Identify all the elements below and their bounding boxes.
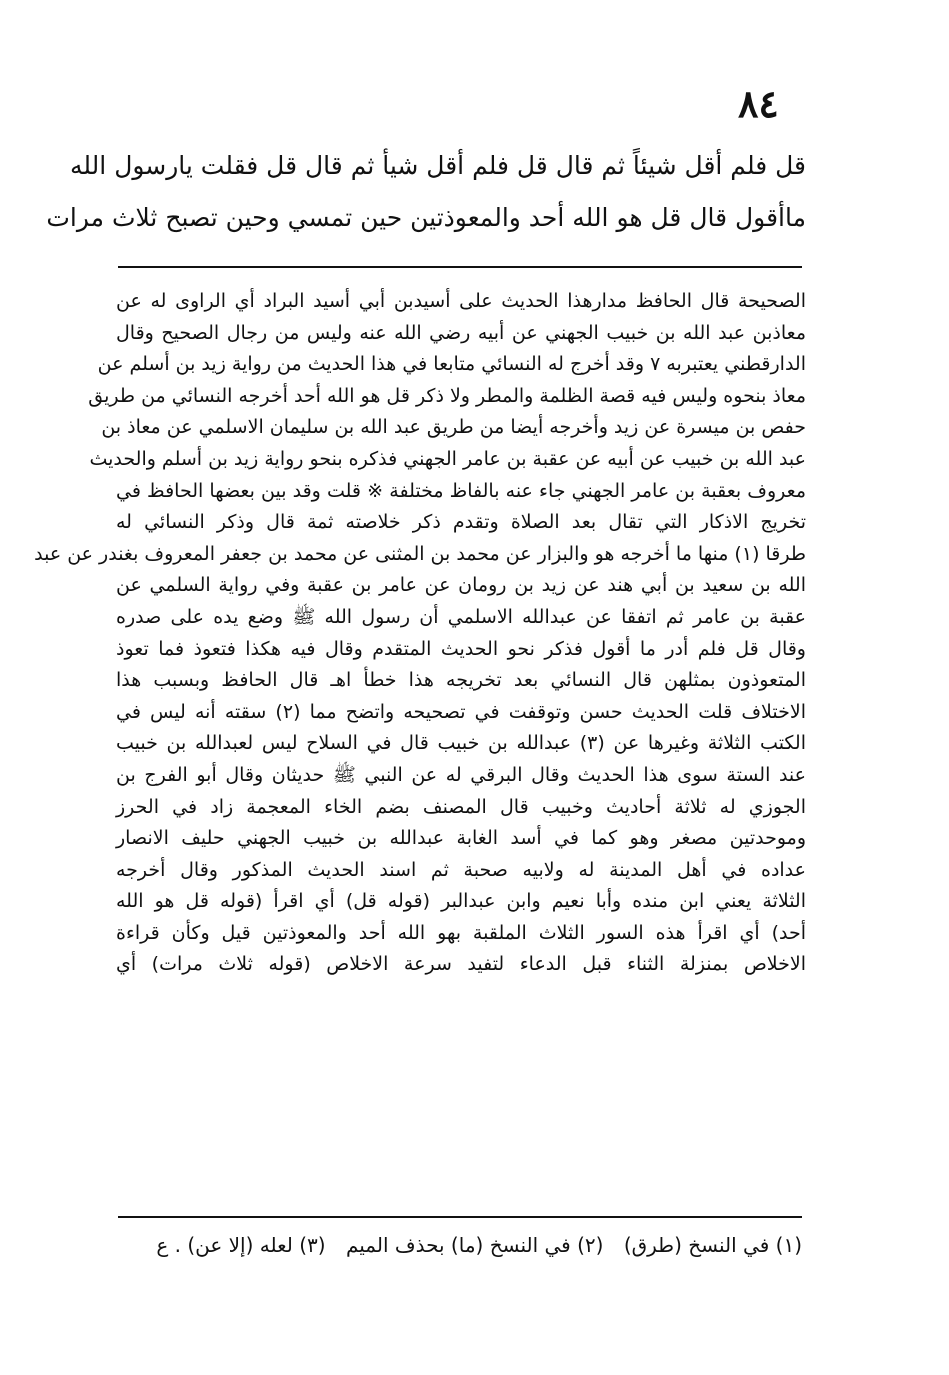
commentary-line: الله بن سعيد بن أبي هند عن زيد بن رومان عن عامر بن عقبة وفي رواية السلمي عن bbox=[116, 574, 806, 597]
commentary-line: حفص بن ميسرة عن زيد وأخرجه أيضا من طريق عبد الله بن سليمان الاسلمي عن معاذ بن bbox=[101, 416, 806, 439]
commentary-line: طرقا (١) منها ما أخرجه هو والبزار عن محمد بن المثنى عن محمد بن جعفر المعروف بغندر عن عبد bbox=[34, 542, 806, 565]
commentary-line: الكتب الثلاثة وغيرها عن (٣) عبدالله بن خبيب قال في السلاح ليس لعبدالله بن خبيب bbox=[116, 732, 806, 755]
main-text-line: ماأقول قال قل هو الله أحد والمعوذتين حين تمسي وحين تصبح ثلاث مرات bbox=[46, 203, 806, 232]
footnote-rule bbox=[118, 1216, 802, 1218]
commentary-line: وموحدتين مصغر وهو كما في أسد الغابة عبدالله بن خبيب الجهني حليف الانصار bbox=[116, 827, 806, 850]
commentary-line: عقبة بن عامر ثم اتفقا عن عبدالله الاسلمي أن رسول الله ﷺ وضع يده على صدره bbox=[116, 605, 806, 628]
footnote-1: (١) في النسخ (طرق) bbox=[623, 1233, 802, 1257]
commentary-text bbox=[34, 286, 806, 981]
footnotes bbox=[118, 1228, 802, 1262]
page-number: ٨٤ bbox=[738, 81, 779, 126]
commentary-line: معروف بعقبة بن عامر الجهني جاء عنه بالفاظ مختلفة ※ قلت وقد بين بعضها الحافظ في bbox=[116, 479, 806, 502]
commentary-line: عداده في أهل المدينة له ولابيه صحبة ثم اسند الحديث المذكور وقال أخرجه bbox=[116, 858, 806, 881]
main-text-line: قل فلم أقل شيئاً ثم قال قل فلم أقل شيأ ثم قال قل فقلت يارسول الله bbox=[70, 151, 806, 180]
commentary-line: معاذ بنحوه وليس فيه قصة الظلمة والمطر ولا ذكر قل هو الله أحد أخرجه النسائي من طريق bbox=[88, 384, 806, 407]
commentary-line: الجوزي له ثلاثة أحاديث وخبيب قال المصنف بضم الخاء المعجمة زاد في الحرز bbox=[116, 795, 806, 818]
commentary-line: معاذبن عبد الله بن خبيب الجهني عن أبيه رضي الله عنه وليس من رجال الصحيح وقال bbox=[116, 321, 806, 344]
commentary-line: الدارقطني يعتبربه ٧ وقد أخرج له النسائي متابعا في هذا الحديث من رواية زيد بن أسلم عن bbox=[97, 353, 806, 376]
footnote-3: (٣) لعله (إلا عن) . ع bbox=[156, 1233, 326, 1257]
commentary-line: الاخلاص بمنزلة الثناء قبل الدعاء لتفيد سرعة الاخلاص (قوله ثلاث مرات) أي bbox=[116, 953, 806, 976]
commentary-line: أحد) أي اقرأ هذه السور الثلاث الملقبة بهو الله أحد والمعوذتين قيل وكأن قراءة bbox=[116, 921, 806, 944]
main-text bbox=[46, 140, 806, 244]
commentary-line: المتعوذون بمثلهن قال النسائي بعد تخريجه هذا خطأ اهـ قال الحافظ وبسبب هذا bbox=[116, 669, 806, 692]
footnote-2: (٢) في النسخ (ما) بحذف الميم bbox=[345, 1233, 604, 1257]
commentary-line: الثلاثة يعني ابن منده وأبا نعيم وابن عبدالبر (قوله قل) أي اقرأ (قوله قل هو الله bbox=[116, 890, 806, 913]
commentary-line: الصحيحة قال الحافظ مدارهذا الحديث على أسيدبن أبي أسيد البراد أي الراوى له عن bbox=[116, 290, 806, 312]
commentary-line: عند الستة سوى هذا الحديث وقال البرقي له عن النبي ﷺ حديثان وقال أبو الفرج بن bbox=[116, 763, 806, 786]
commentary-line: الاختلاف قلت الحديث حسن وتوقفت في تصحيحه واتضح مما (٢) سقته أنه ليس في bbox=[116, 700, 806, 723]
separator-rule bbox=[118, 266, 802, 268]
commentary-line: عبد الله بن خبيب عن أبيه عن عقبة بن عامر الجهني فذكره بنحو رواية زيد بن أسلم والحديث bbox=[89, 447, 806, 470]
commentary-line: وقال قل فلم أدر ما أقول فذكر نحو الحديث المتقدم وقال فيه هكذا فتعوذ فما تعوذ bbox=[116, 637, 806, 660]
commentary-line: تخريج الاذكار التي تقال بعد الصلاة وتقدم ذكر خلاصته ثمة قال وذكر النسائي له bbox=[116, 511, 806, 534]
